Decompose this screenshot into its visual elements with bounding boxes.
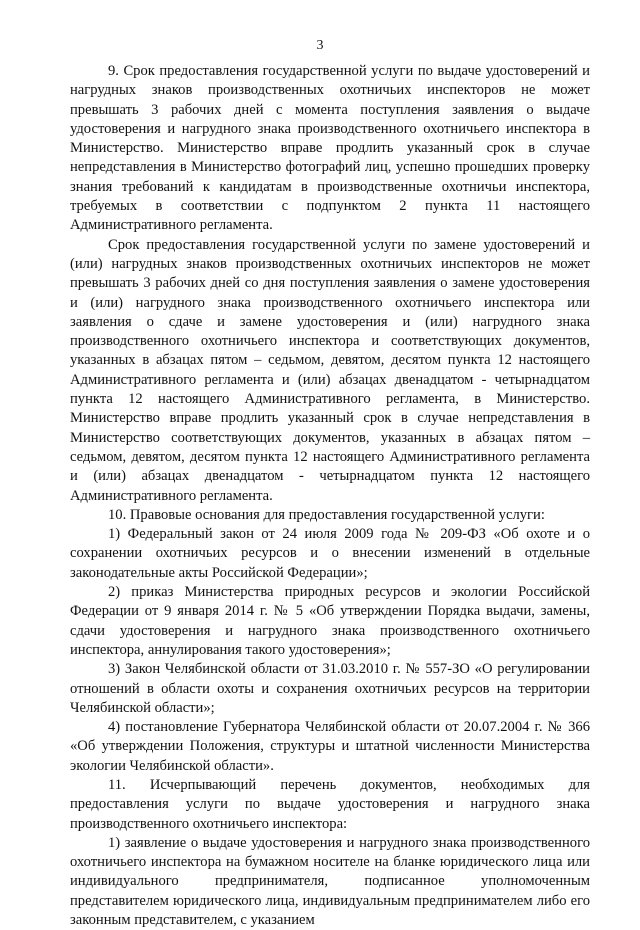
page-number: 3 [316, 38, 324, 53]
legal-ground-item-4: 4) постановление Губернатора Челябинской области от 20.07.2004 г. № 366 «Об утверждении Положения, структуры и штатной численности Министерства экологии Челябинской области». [70, 719, 590, 774]
paragraph-replacement-term: Срок предоставления государственной услуги по замене удостоверений и (или) нагрудных знаков производственных охотничьих инспекторов не может превышать 3 рабочих дней со дня поступления заявления о замене удостоверения и (или) нагрудного знака производственного охотничьего инспектора или заявления о сдаче и замене удостоверения и (или) нагрудного знака производственного охотничьего инспектора и соответствующих документов, указанных в абзацах пятом – седьмом, девятом, десятом пункта 12 настоящего Административного регламента и (или) абзацах двенадцатом - четырнадцатом пункта 12 настоящего Административного регламента, в Министерство. Министерство вправе продлить указанный срок в случае непредставления в Министерство соответствующих документов, указанных в абзацах пятом – седьмом, девятом, десятом пункта 12 настоящего Административного регламента и (или) абзацах двенадцатом - четырнадцатом пункта 12 настоящего Административного регламента. [70, 236, 590, 504]
legal-ground-item-3: 3) Закон Челябинской области от 31.03.2010 г. № 557-ЗО «О регулировании отношений в области охоты и сохранения охотничьих ресурсов на территории Челябинской области»; [70, 661, 590, 716]
legal-ground-item-2: 2) приказ Министерства природных ресурсов и экологии Российской Федерации от 9 января 2014 г. № 5 «Об утверждении Порядка выдачи, замены, сдачи удостоверения и нагрудного знака производственного охотничьего инспектора, аннулирования такого удостоверения»; [70, 584, 590, 658]
paragraph-11-documents-list: 11. Исчерпывающий перечень документов, необходимых для предоставления услуги по выдаче удостоверения и нагрудного знака производственного охотничьего инспектора: [70, 776, 590, 832]
paragraph-9-service-term: 9. Срок предоставления государственной услуги по выдаче удостоверений и нагрудных знаков производственных охотничьих инспекторов не может превышать 3 рабочих дней с момента поступления заявления о выдаче удостоверения и нагрудного знака производственного охотничьего инспектора в Министерство. Министерство вправе продлить указанный срок в случае непредставления в Министерство фотографий лиц, успешно прошедших проверку знания требований к кандидатам в производственные охотничьи инспектора, требуемых в соответствии с подпунктом 2 пункта 11 настоящего Административного регламента. [70, 63, 590, 234]
document-item-1: 1) заявление о выдаче удостоверения и нагрудного знака производственного охотничьего инспектора на бумажном носителе на бланке юридического лица или индивидуального предпринимателя, подписанное уполномоченным представителем юридического лица, индивидуальным предпринимателем либо его законным представителем, с указанием [70, 834, 590, 929]
document-body [70, 62, 590, 930]
legal-ground-item-1: 1) Федеральный закон от 24 июля 2009 года № 209-ФЗ «Об охоте и о сохранении охотничьих ресурсов и о внесении изменений в отдельные законодательные акты Российской Федерации»; [70, 526, 590, 581]
paragraph-10-legal-grounds: 10. Правовые основания для предоставления государственной услуги: [108, 506, 545, 523]
